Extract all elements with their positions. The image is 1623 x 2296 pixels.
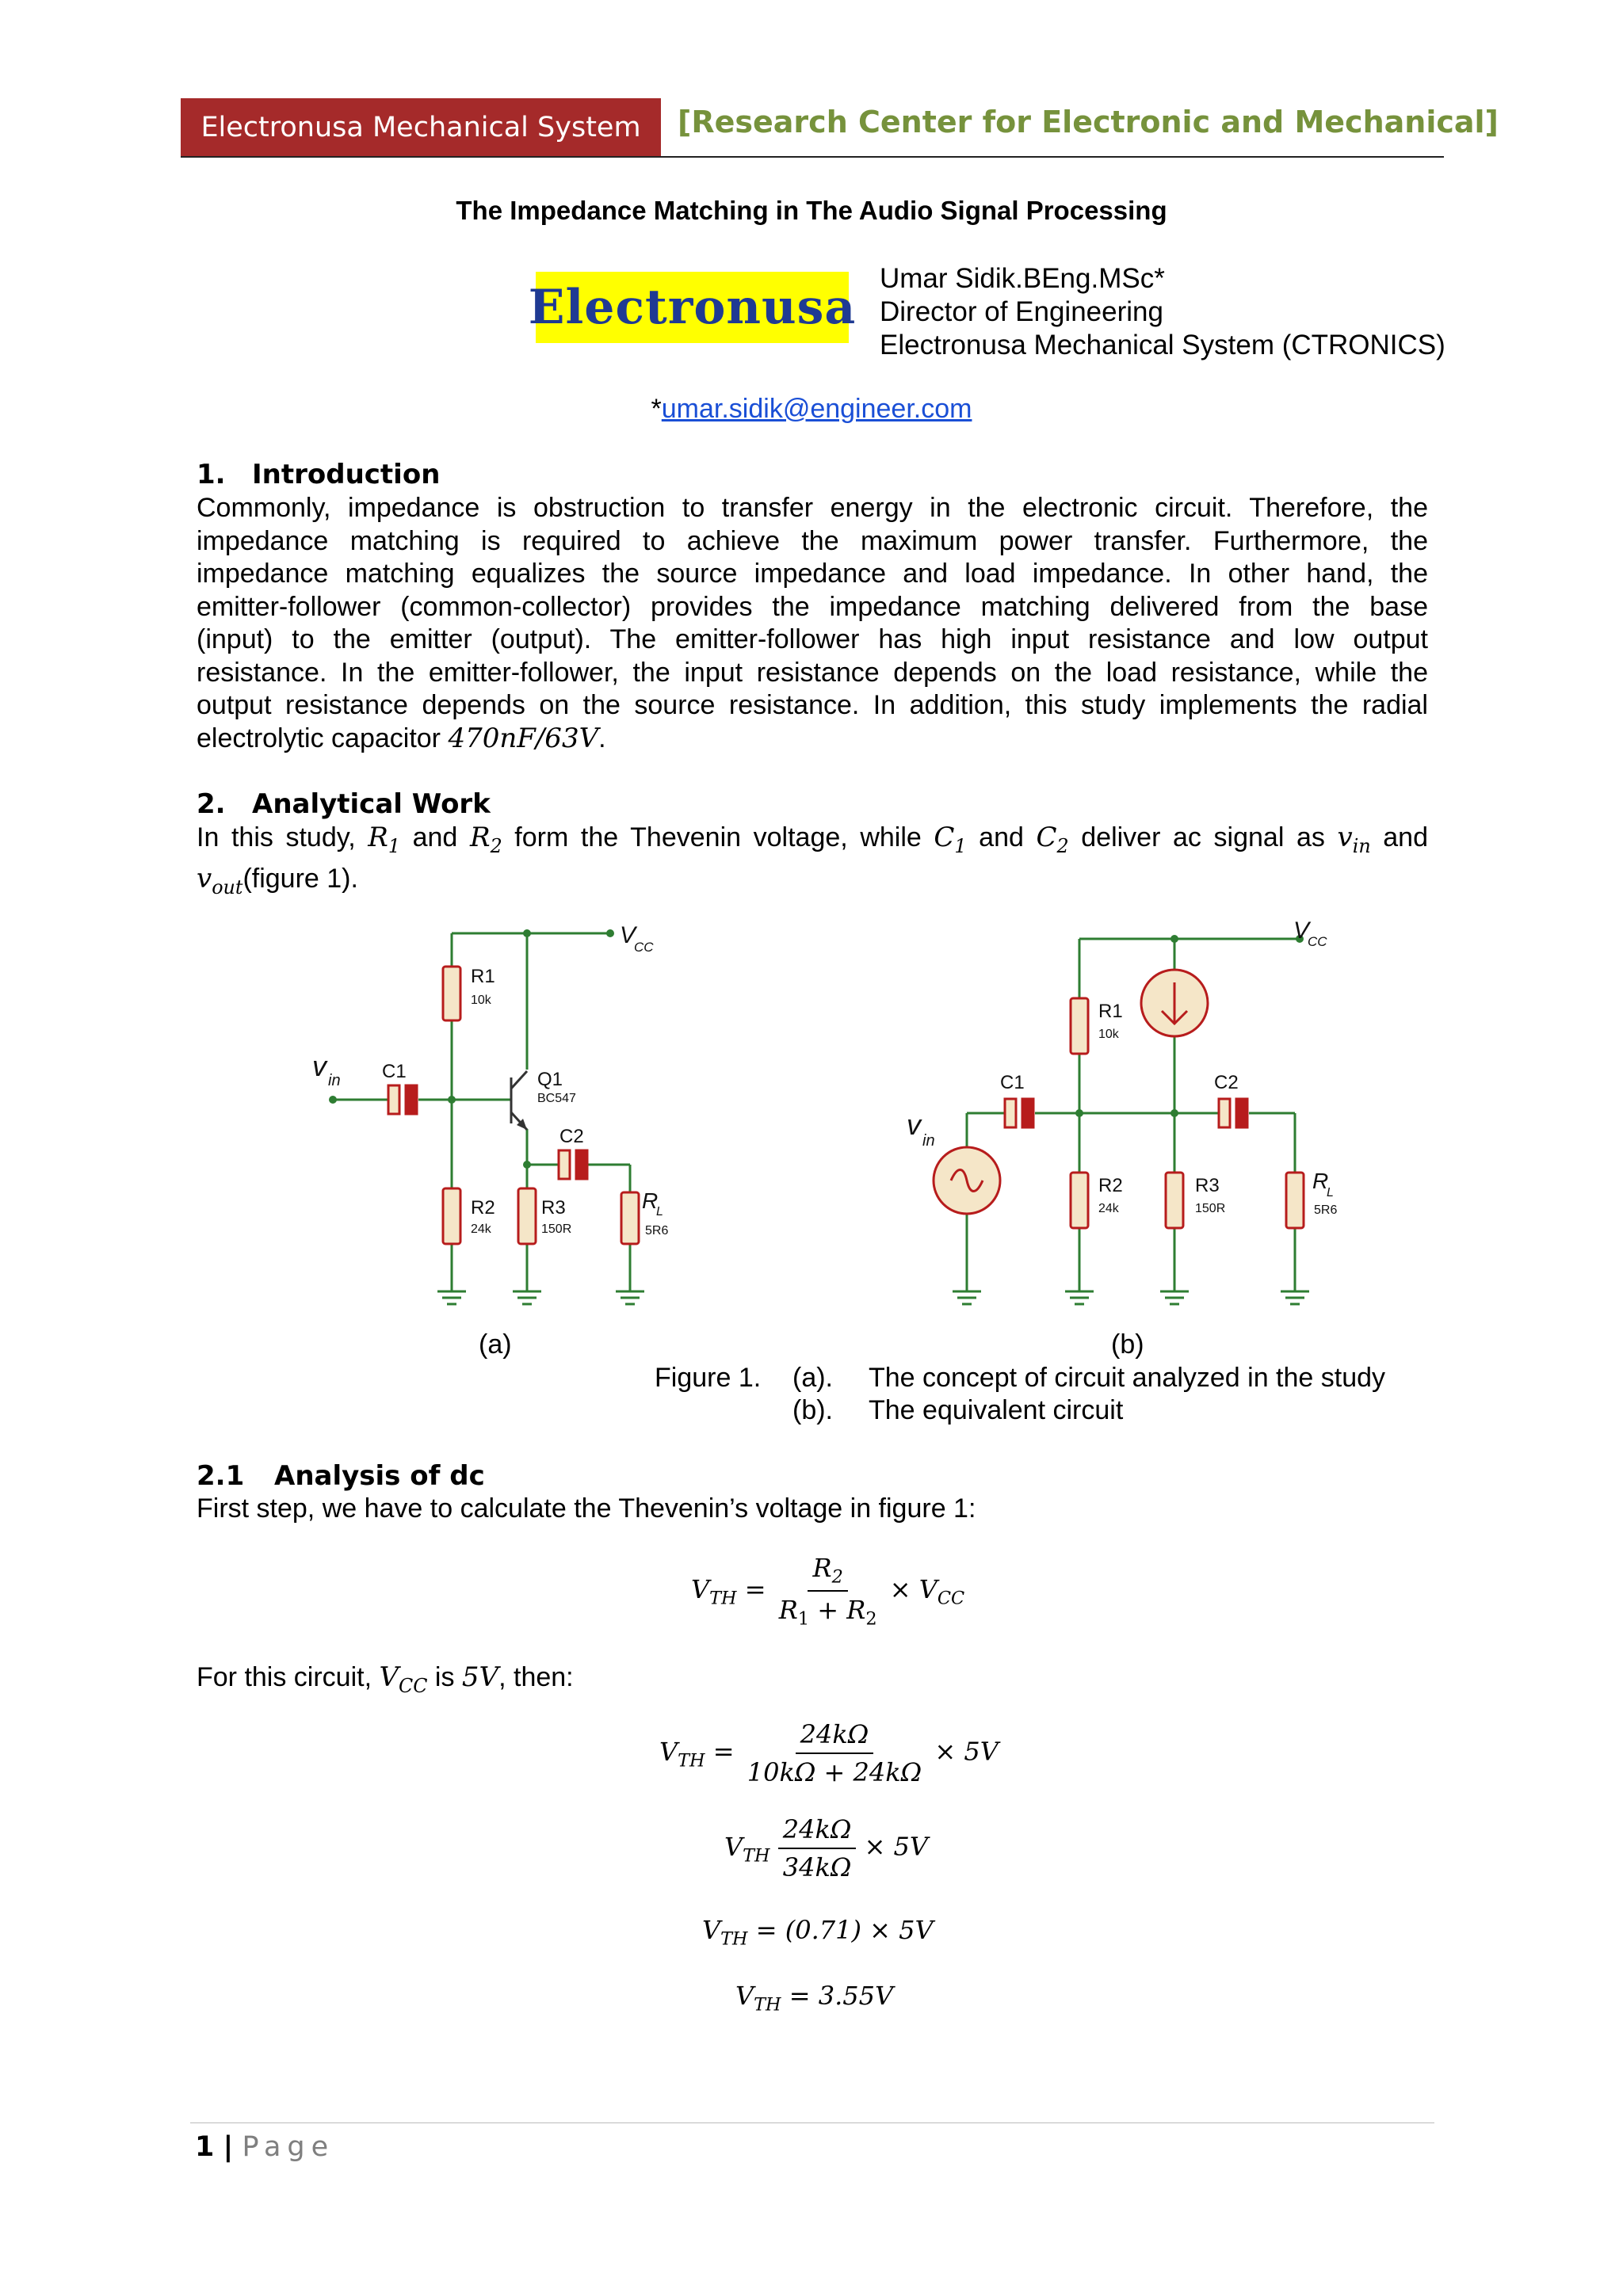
svg-text:24k: 24k	[1098, 1202, 1119, 1215]
figure-caption-a-tag: (a).	[792, 1363, 833, 1393]
capacitor-c1-b	[1005, 1099, 1033, 1127]
svg-text:R2: R2	[1098, 1175, 1123, 1196]
figure-caption-b: The equivalent circuit	[869, 1395, 1124, 1425]
label-vcc-a: V	[620, 922, 636, 948]
svg-text:5R6: 5R6	[1314, 1203, 1338, 1217]
intro-line: Commonly, impedance is obstruction to transfer energy in the electronic circuit. Therefore, the	[197, 493, 1428, 523]
figure-caption-b-tag: (b).	[792, 1395, 833, 1425]
svg-text:CC: CC	[634, 940, 654, 955]
author-name: Umar Sidik.BEng.MSc*	[880, 263, 1165, 294]
intro-line: resistance. In the emitter-follower, the input resistance depends on the load resistance, while the	[197, 657, 1428, 688]
label-vin-a: v	[312, 1050, 327, 1082]
author-block	[880, 262, 1445, 362]
section-number: 1.	[197, 459, 226, 490]
header-left-box	[181, 98, 661, 157]
email-link[interactable]: umar.sidik@engineer.com	[661, 394, 972, 424]
svg-text:R2: R2	[471, 1197, 495, 1219]
svg-text:150R: 150R	[541, 1222, 572, 1236]
svg-text:L: L	[656, 1205, 663, 1219]
figure-label-b: (b)	[1111, 1329, 1144, 1360]
capacitor-c2-b	[1219, 1099, 1247, 1127]
resistor-r1	[443, 967, 460, 1020]
transistor-q1	[511, 1071, 527, 1130]
resistor-r3	[518, 1188, 536, 1244]
svg-text:R3: R3	[541, 1197, 566, 1219]
section-title: Analytical Work	[252, 788, 491, 820]
header-right-label: [Research Center for Electronic and Mechanical]	[678, 105, 1499, 139]
electronusa-logo	[528, 272, 857, 343]
equation-thevenin-general: $V_{TH}$ = $\frac{R_2}{R_1 + R_2}$ × $V_{CC}$	[691, 1553, 965, 1630]
ac-source	[934, 1147, 1000, 1214]
equation-thevenin-simplified: $V_{TH}$ $\frac{24k\Omega}{34k\Omega}$ × 5V	[724, 1814, 929, 1882]
dc-intro-text: First step, we have to calculate the Thevenin’s voltage in figure 1:	[197, 1493, 976, 1524]
equation-thevenin-substituted: $V_{TH}$ = $\frac{24k\Omega}{10k\Omega + 24k\Omega}$ × 5V	[659, 1719, 999, 1787]
page-footer	[195, 2131, 334, 2163]
resistor-r2-b	[1071, 1173, 1088, 1228]
author-role: Director of Engineering	[880, 296, 1163, 327]
analytical-paragraph	[197, 822, 1428, 905]
equation-thevenin-ratio: $V_{TH} = (0.71) \times 5V$	[702, 1915, 934, 1950]
intro-line: impedance matching equalizes the source impedance and load impedance. In other hand, the	[197, 559, 1428, 589]
resistor-rl	[621, 1192, 639, 1244]
intro-line: (input) to the emitter (output). The emitter-follower has high input resistance and low output	[197, 624, 1428, 654]
svg-text:C2: C2	[559, 1126, 584, 1147]
figure-caption-a: The concept of circuit analyzed in the study	[869, 1363, 1386, 1393]
intro-line: output resistance depends on the source resistance. In addition, this study implements the radial	[197, 690, 1428, 720]
page-title: The Impedance Matching in The Audio Signal Processing	[456, 196, 1167, 225]
svg-text:BC547: BC547	[537, 1092, 576, 1105]
email-prefix: *	[651, 394, 662, 424]
svg-text:10k: 10k	[471, 994, 491, 1007]
svg-text:R3: R3	[1195, 1175, 1220, 1196]
svg-text:C2: C2	[1214, 1072, 1239, 1093]
svg-text:R1: R1	[471, 966, 495, 987]
figure-caption-prefix: Figure 1.	[655, 1363, 762, 1393]
page-number: 1	[195, 2131, 215, 2163]
author-org: Electronusa Mechanical System (CTRONICS)	[880, 330, 1445, 360]
logo-text: Electronusa	[528, 280, 857, 335]
intro-line: emitter-follower (common-collector) provides the impedance matching delivered from the base	[197, 591, 1428, 622]
svg-text:10k: 10k	[1098, 1028, 1119, 1041]
page-label: Page	[242, 2131, 335, 2163]
resistor-r2	[443, 1188, 460, 1244]
figure-label-a: (a)	[479, 1329, 512, 1360]
page-separator: |	[223, 2131, 234, 2163]
svg-text:5R6: 5R6	[645, 1224, 669, 1238]
figure-1a-circuit	[309, 919, 682, 1323]
current-source	[1141, 970, 1208, 1036]
svg-text:CC: CC	[1308, 934, 1327, 949]
equation-thevenin-result: $V_{TH} = 3.55V$	[735, 1981, 894, 2016]
svg-text:Q1: Q1	[537, 1069, 563, 1090]
capacitor-c1	[388, 1085, 417, 1114]
svg-text:24k: 24k	[471, 1222, 491, 1236]
section-title: Introduction	[252, 459, 441, 490]
resistor-rl-b	[1286, 1173, 1304, 1228]
label-vin-b: v	[907, 1108, 921, 1141]
resistor-r3-b	[1166, 1173, 1183, 1228]
capacitor-value: 470nF/63V	[448, 722, 599, 754]
analytical-line: In this study, $R_1$ and $R_2$ form the Thevenin voltage, while $C_1$ and $C_2$ deliver ac signal as $v_{in}$ and	[197, 822, 1428, 857]
svg-text:R1: R1	[1098, 1001, 1123, 1022]
resistor-r1-b	[1071, 998, 1088, 1054]
intro-line: impedance matching is required to achieve the maximum power transfer. Furthermore, the	[197, 525, 1428, 556]
svg-text:C1: C1	[382, 1061, 407, 1082]
author-email	[0, 394, 1623, 425]
header-left-label: Electronusa Mechanical System	[200, 112, 641, 143]
svg-text:L: L	[1327, 1186, 1334, 1199]
introduction-paragraph	[197, 492, 1428, 755]
svg-text:in: in	[922, 1132, 935, 1150]
section-heading-analytical-work	[197, 788, 491, 820]
footer-divider	[190, 2122, 1434, 2123]
header-divider	[181, 156, 1444, 158]
svg-text:in: in	[328, 1072, 341, 1089]
svg-text:R: R	[1312, 1169, 1329, 1193]
vcc-value-text: For this circuit, $V_{CC}$ is 5V, then:	[197, 1661, 574, 1697]
section-heading-analysis-of-dc	[197, 1460, 485, 1492]
label-vcc-b: V	[1293, 919, 1310, 944]
section-heading-introduction	[197, 459, 440, 490]
analytical-line: $v_{out}(figure$ 1).	[197, 863, 358, 899]
svg-text:R: R	[642, 1188, 659, 1213]
svg-text:C1: C1	[1000, 1072, 1025, 1093]
figure-1b-circuit	[903, 919, 1347, 1323]
section-number: 2.	[197, 788, 226, 820]
section-title: Analysis of dc	[274, 1460, 485, 1492]
capacitor-c2	[559, 1150, 587, 1179]
svg-text:150R: 150R	[1195, 1202, 1226, 1215]
intro-line: electrolytic capacitor 470nF/63V.	[197, 722, 606, 754]
section-number: 2.1	[197, 1460, 245, 1492]
